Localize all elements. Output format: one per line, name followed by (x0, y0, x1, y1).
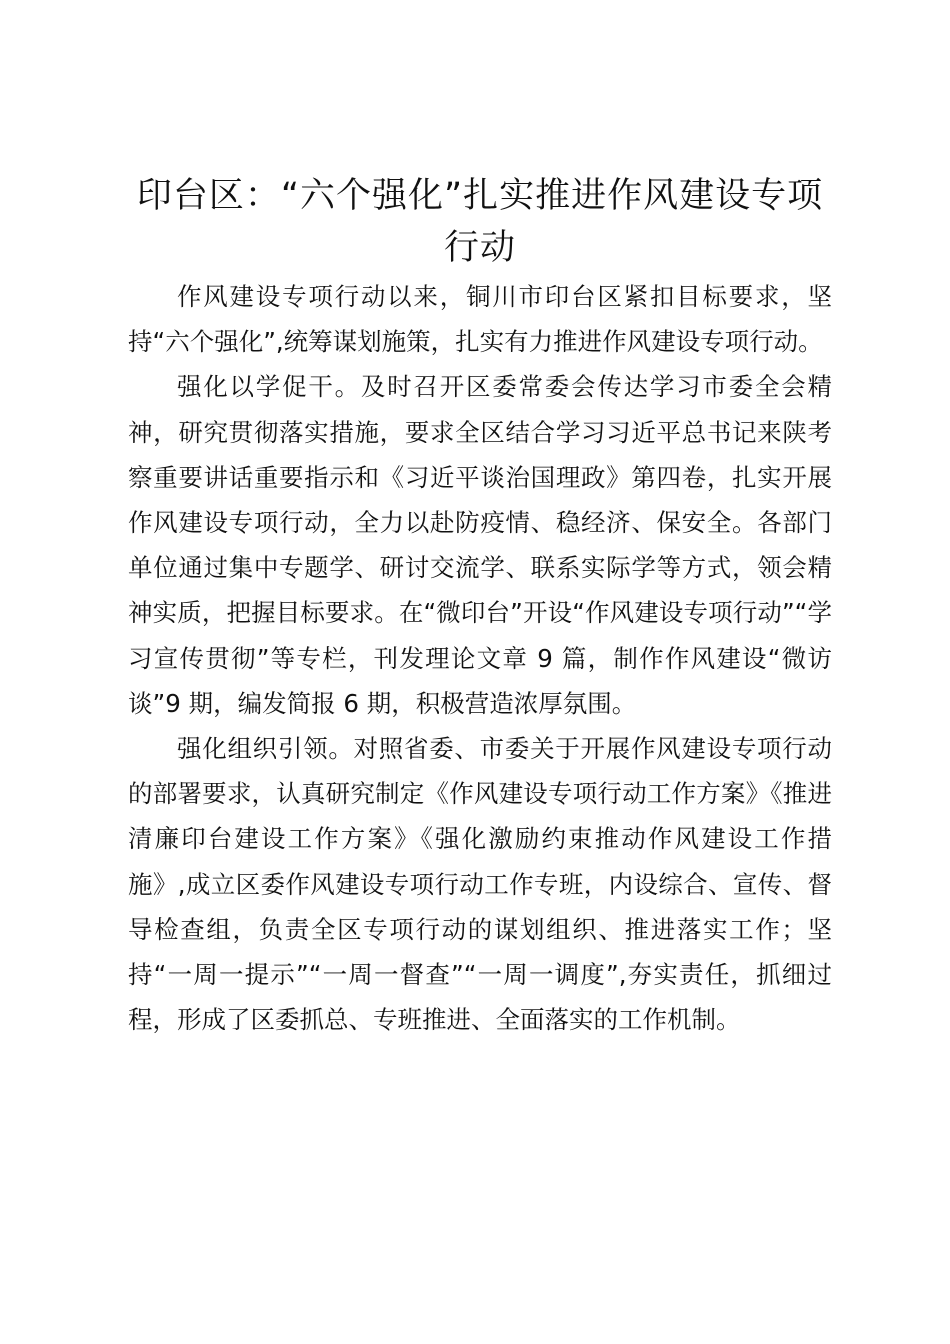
paragraph-organization: 强化组织引领。对照省委、市委关于开展作风建设专项行动的部署要求，认真研究制定《作风建设专项行动工作方案》《推进清廉印台建设工作方案》《强化激励约束推动作风建设工作措施》,成立区委作风建设专项行动工作专班，内设综合、宣传、督导检查组，负责全区专项行动的谋划组织、推进落实工作；坚持“一周一提示”“一周一督查”“一周一调度”,夯实责任，抓细过程，形成了区委抓总、专班推进、全面落实的工作机制。 (128, 734, 832, 1035)
paragraph-study: 强化以学促干。及时召开区委常委会传达学习市委全会精神，研究贯彻落实措施，要求全区结合学习习近平总书记来陕考察重要讲话重要指示和《习近平谈治国理政》第四卷，扎实开展作风建设专项行动，全力以赴防疫情、稳经济、保安全。各部门单位通过集中专题学、研讨交流学、联系实际学等方式，领会精神实质，把握目标要求。在“微印台”开设“作风建设专项行动”“学习宣传贯彻”等专栏，刊发理论文章 9 篇，制作作风建设“微访谈”9 期，编发简报 6 期，积极营造浓厚氛围。 (128, 372, 832, 718)
paragraph-intro: 作风建设专项行动以来，铜川市印台区紧扣目标要求，坚持“六个强化”,统筹谋划施策，扎实有力推进作风建设专项行动。 (128, 282, 832, 357)
document-page (128, 170, 832, 1042)
document-title: 印台区：“六个强化”扎实推进作风建设专项行动 (136, 176, 824, 268)
